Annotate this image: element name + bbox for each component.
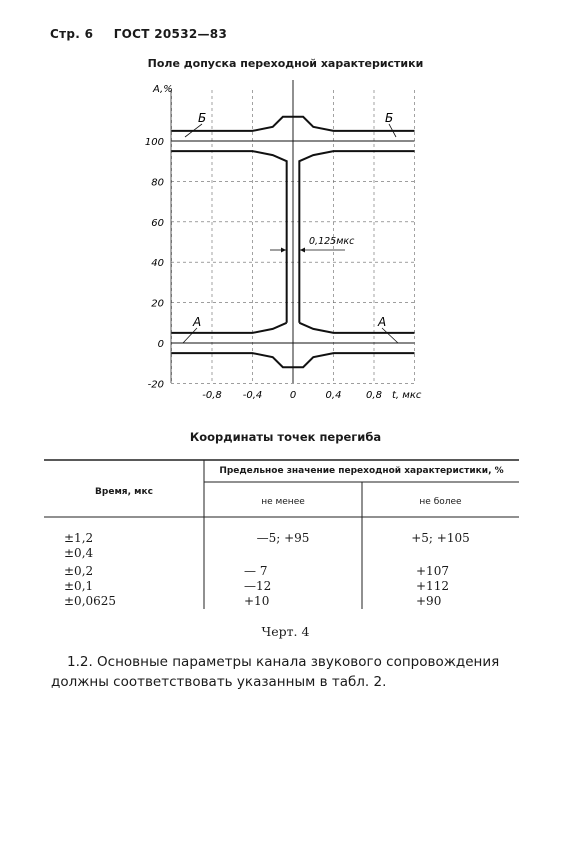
row1-min: —5; +95 (256, 531, 310, 545)
y-tick-label: 60 (151, 217, 164, 229)
y-axis-label: A,% (153, 84, 173, 95)
series-line-2 (172, 151, 287, 323)
page-number: Стр. 6 (50, 27, 94, 41)
row2-time: ±0,2 ±0,1 ±0,0625 (64, 564, 117, 608)
dim-arrowhead-left (281, 248, 286, 253)
x-tick-label: -0,4 (242, 390, 263, 401)
col-min-header: не менее (261, 497, 305, 507)
width-annotation: 0,125мкс (309, 236, 355, 247)
x-axis-label: t, мкс (392, 390, 422, 401)
leader-line (382, 328, 398, 343)
curve-label-upper: Б (385, 111, 394, 125)
row1-max: +5; +105 (411, 531, 470, 545)
row2-max: +107 +112 +90 (416, 564, 449, 608)
y-tick-label: -20 (147, 379, 164, 391)
standard-code: ГОСТ 20532—83 (113, 27, 228, 41)
y-tick-label: 40 (151, 258, 164, 270)
transient-response-chart (0, 0, 571, 420)
curve-label-lower: A (193, 315, 202, 329)
x-tick-label: 0,4 (325, 390, 342, 401)
row1-time: ±1,2 ±0,4 (64, 531, 94, 560)
y-tick-label: 20 (151, 298, 164, 310)
col-time-header: Время, мкс (95, 487, 153, 497)
dim-arrowhead-right (300, 248, 305, 253)
curve-label-upper: Б (198, 111, 207, 125)
series-line-5 (299, 323, 414, 333)
inflection-points-table (44, 459, 519, 609)
x-tick-label: -0,8 (202, 390, 222, 401)
leader-line (183, 328, 197, 343)
row2-min: — 7 —12 +10 (244, 564, 272, 608)
y-tick-label: 80 (151, 177, 164, 189)
col-group-header: Предельное значение переходной характеристики, % (219, 466, 504, 476)
col-max-header: не более (419, 497, 462, 507)
figure-title: Поле допуска переходной характеристики (147, 57, 424, 70)
x-tick-label: 0 (289, 390, 297, 401)
table-title: Координаты точек перегиба (189, 430, 382, 444)
y-tick-label: 0 (157, 339, 164, 350)
body-paragraph: 1.2. Основные параметры канала звукового сопровождения должны соответствовать указанным в табл. 2. (51, 654, 500, 690)
x-tick-label: 0,8 (366, 390, 382, 401)
y-tick-label: 100 (144, 137, 164, 148)
series-line-3 (172, 323, 287, 333)
figure-caption: Черт. 4 (261, 624, 310, 639)
curve-label-lower: A (378, 315, 387, 329)
